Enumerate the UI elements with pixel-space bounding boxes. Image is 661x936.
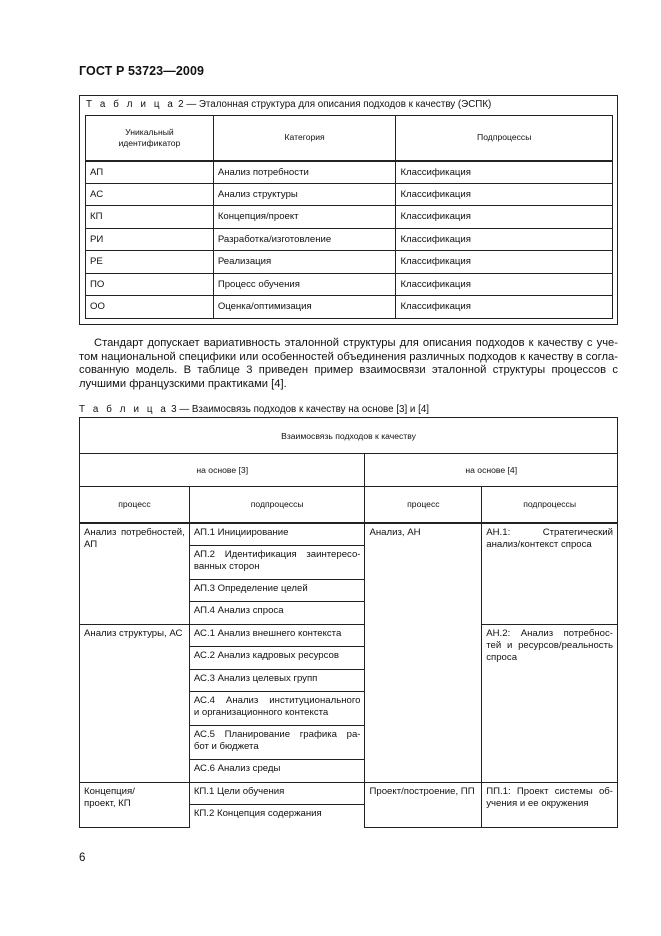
- subprocess-line: АС.5 Планирование графика ра-: [193, 729, 361, 740]
- cell-id: КП: [86, 206, 214, 229]
- cell-subprocess: [189, 760, 365, 783]
- table-row: [86, 228, 613, 251]
- body-paragraph: [79, 337, 618, 391]
- process-line: Концепция/: [84, 785, 135, 797]
- table-row: [80, 624, 618, 647]
- cell-subprocess: [189, 726, 365, 760]
- table-row: [80, 782, 618, 805]
- french-line: анализ/контекст спроса: [486, 538, 592, 550]
- table-3-col-subprocesses-4: подпроцессы: [482, 487, 618, 523]
- subprocess-line: АП.2 Идентификация заинтересо-: [193, 548, 361, 560]
- table-3-col-process-4: процесс: [365, 487, 482, 523]
- header-id-line1: Уникальный: [125, 126, 174, 137]
- cell-category: Процесс обучения: [213, 273, 396, 296]
- subprocess-line: АС.4 Анализ институционального: [193, 695, 361, 706]
- cell-category: Анализ потребности: [213, 161, 396, 184]
- cell-subprocess: [189, 805, 365, 828]
- table-3-caption-text: 3 — Взаимосвязь подходов к качеству на основе [3] и [4]: [171, 404, 430, 415]
- table-2-caption-label: Т а б л и ц а: [86, 99, 176, 110]
- table-3: [79, 417, 618, 828]
- table-3-col-subprocesses-3: подпроцессы: [189, 487, 365, 523]
- cell-subprocesses: Классификация: [396, 161, 613, 184]
- table-row: [86, 251, 613, 274]
- table-2-caption-text: 2 — Эталонная структура для описания подходов к качеству (ЭСПК): [178, 99, 492, 110]
- table-row: [86, 206, 613, 229]
- cell-subprocess: [189, 545, 365, 579]
- cell-subprocess: [189, 692, 365, 726]
- table-3-top-header: Взаимосвязь подходов к качеству: [80, 418, 618, 454]
- table-row: [86, 183, 613, 206]
- subprocess-line: АС.2 Анализ кадровых ресурсов: [193, 650, 339, 661]
- subprocess-line: КП.1 Цели обучения: [193, 785, 285, 797]
- cell-process-as: Анализ структуры, АС: [80, 624, 190, 782]
- subprocess-line: бот и бюджета: [193, 741, 259, 752]
- cell-id: АС: [86, 183, 214, 206]
- process-line: Анализ потребностей,: [84, 526, 185, 538]
- table-3-top-header-row: [80, 418, 618, 454]
- cell-subprocess: [189, 523, 365, 546]
- table-row: [80, 523, 618, 546]
- french-line: ПП.1: Проект системы об-: [486, 785, 613, 797]
- french-line: учения и ее окружения: [486, 797, 589, 809]
- subprocess-line: КП.2 Концепция содержания: [193, 808, 322, 819]
- subprocess-line: ванных сторон: [193, 560, 260, 572]
- cell-subprocesses: Классификация: [396, 296, 613, 319]
- cell-subprocesses: Классификация: [396, 251, 613, 274]
- cell-french-an1: [482, 523, 618, 625]
- table-2-header-category: Категория: [213, 116, 396, 161]
- document-header: ГОСТ Р 53723—2009: [79, 64, 205, 78]
- cell-french-pp1: [482, 782, 618, 827]
- cell-id: АП: [86, 161, 214, 184]
- cell-subprocesses: Классификация: [396, 206, 613, 229]
- table-2: [85, 115, 613, 319]
- table-3-basis-3: на основе [3]: [80, 454, 365, 487]
- paragraph-line: Стандарт допускает вариативность эталонной структуры для описания подходов к качеству с уче-: [94, 337, 618, 349]
- table-row: [86, 273, 613, 296]
- cell-category: Реализация: [213, 251, 396, 274]
- table-3-caption: [79, 404, 429, 415]
- cell-id: РЕ: [86, 251, 214, 274]
- subprocess-line: АС.3 Анализ целевых групп: [193, 672, 318, 684]
- cell-subprocesses: Классификация: [396, 273, 613, 296]
- cell-category: Анализ структуры: [213, 183, 396, 206]
- cell-process-pp: Проект/построение, ПП: [365, 782, 482, 827]
- french-line: АН.1: Стратегический: [486, 526, 613, 538]
- cell-subprocesses: Классификация: [396, 183, 613, 206]
- cell-subprocess: [189, 647, 365, 670]
- cell-french-an2: [482, 624, 618, 782]
- process-line: АП: [84, 538, 98, 550]
- cell-subprocess: [189, 579, 365, 602]
- table-2-frame: [79, 95, 618, 325]
- table-2-header-subprocesses: Подпроцессы: [396, 116, 613, 161]
- table-row: [86, 296, 613, 319]
- cell-subprocess: [189, 602, 365, 625]
- subprocess-line: АП.1 Инициирование: [193, 526, 289, 538]
- subprocess-line: АС.1 Анализ внешнего контекста: [193, 627, 342, 639]
- page-number: 6: [79, 852, 86, 864]
- cell-subprocess: [189, 782, 365, 805]
- cell-id: ПО: [86, 273, 214, 296]
- table-2-header-id: [86, 116, 214, 161]
- cell-process-kp: [80, 782, 190, 827]
- table-2-caption: [86, 99, 491, 110]
- cell-id: ОО: [86, 296, 214, 319]
- process-line: проект, КП: [84, 797, 131, 809]
- cell-category: Разработка/изготовление: [213, 228, 396, 251]
- table-3-column-row: [80, 487, 618, 523]
- cell-process-an: Анализ, АН: [365, 523, 482, 783]
- table-2-header-row: [86, 116, 613, 161]
- header-id-line2: идентификатор: [118, 137, 181, 148]
- cell-category: Концепция/проект: [213, 206, 396, 229]
- cell-subprocesses: Классификация: [396, 228, 613, 251]
- cell-subprocess: [189, 669, 365, 692]
- subprocess-line: и организационного контекста: [193, 707, 329, 718]
- cell-process-ap: [80, 523, 190, 625]
- subprocess-line: АС.6 Анализ среды: [193, 763, 281, 774]
- table-3-basis-row: [80, 454, 618, 487]
- cell-subprocess: [189, 624, 365, 647]
- cell-id: РИ: [86, 228, 214, 251]
- french-line: спроса: [486, 651, 518, 663]
- subprocess-line: АП.3 Определение целей: [193, 582, 308, 594]
- table-3-col-process-3: процесс: [80, 487, 190, 523]
- subprocess-line: АП.4 Анализ спроса: [193, 605, 284, 616]
- paragraph-line: том национальной специфики или особенностей объединения различных подходов к качеству в согла-: [79, 350, 618, 363]
- table-row: [86, 161, 613, 184]
- french-line: тей и ресурсов/реальность: [486, 639, 613, 651]
- table-3-caption-label: Т а б л и ц а: [79, 404, 169, 415]
- table-3-basis-4: на основе [4]: [365, 454, 618, 487]
- cell-category: Оценка/оптимизация: [213, 296, 396, 319]
- paragraph-line: лучшими французскими практиками [4].: [79, 377, 287, 390]
- paragraph-line: сованную модель. В таблице 3 приведен пример взаимосвязи эталонной структуры процессов с: [79, 364, 618, 377]
- french-line: АН.2: Анализ потребнос-: [486, 627, 613, 639]
